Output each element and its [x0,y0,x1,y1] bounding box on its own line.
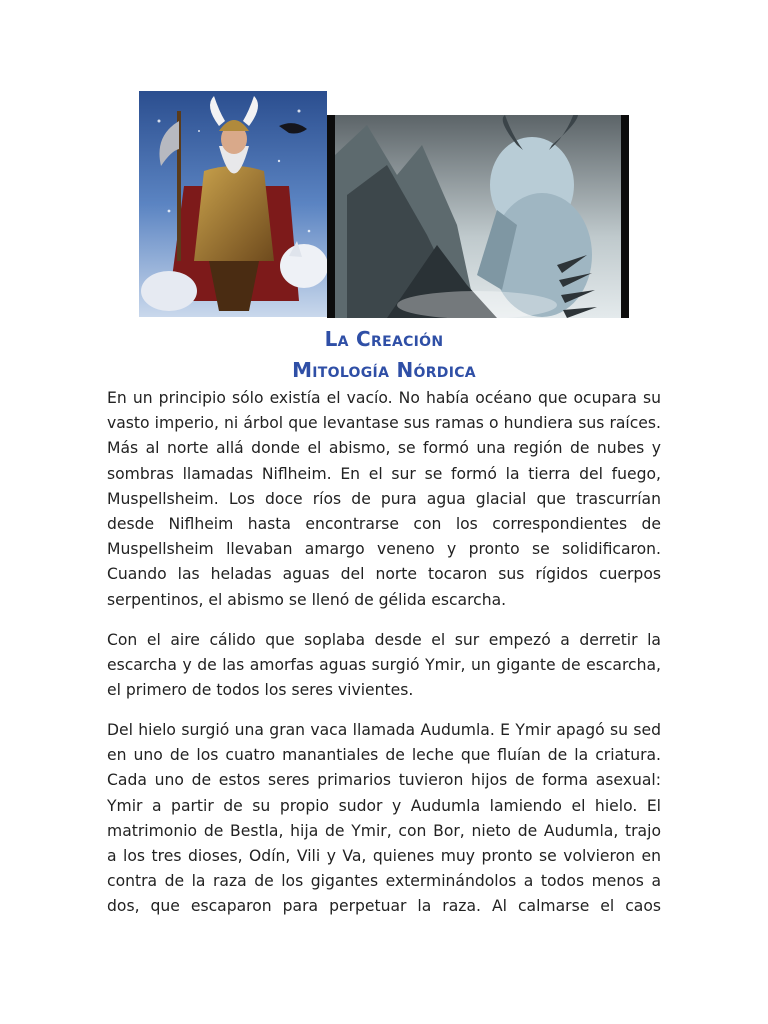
text-line: En un principio sólo existía el vacío. No había océano que ocupara su [107,389,661,407]
text-line: Muspellsheim. Los doce ríos de pura agua glacial que trascurrían [107,489,661,508]
frost-giant-illustration [327,115,629,318]
text-line: a los tres dioses, Odín, Vili y Va, quienes muy pronto se volvieron en [107,847,661,866]
text-line: escarcha y de las amorfas aguas surgió Ymir, un gigante de escarcha, [107,656,661,675]
text-line: Más al norte allá donde el abismo, se formó una región de nubes y [107,439,661,458]
text-line: el primero de todos los seres vivientes. [107,681,414,700]
paragraph-2 [107,628,661,704]
text-line: matrimonio de Bestla, hija de Ymir, con Bor, nieto de Audumla, trajo [107,821,661,840]
text-line: Del hielo surgió una gran vaca llamada Audumla. E Ymir apagó su sed [107,721,661,739]
odin-illustration [139,91,327,317]
text-line: en uno de los cuatro manantiales de leche que fluían de la criatura. [107,746,661,765]
text-line: Cuando las heladas aguas del norte tocaron sus rígidos cuerpos [107,565,661,584]
text-line: vasto imperio, ni árbol que levantase sus ramas o hundiera sus raíces. [107,414,661,433]
text-line: Muspellsheim llevaban amargo veneno y pronto se solidificaron. [107,540,661,559]
text-line: dos, que escaparon para perpetuar la raza. Al calmarse el caos [107,897,661,916]
paragraph-3 [107,718,661,920]
text-line: sombras llamadas Niflheim. En el sur se formó la tierra del fuego, [107,464,661,483]
text-line: Con el aire cálido que soplaba desde el sur empezó a derretir la [107,631,661,649]
text-line: serpentinos, el abismo se llenó de gélida escarcha. [107,590,507,609]
text-line: Ymir a partir de su propio sudor y Audumla lamiendo el hielo. El [107,796,661,815]
text-line: Cada uno de estos seres primarios tuvieron hijos de forma asexual: [107,771,661,790]
title-line-2: Mitología Nórdica [292,358,476,382]
title-line-1: La Creación [324,327,444,351]
text-line: desde Niflheim hasta encontrarse con los correspondientes de [107,515,661,534]
paragraph-1 [107,386,661,613]
text-line: contra de la raza de los gigantes exterminándolos a todos menos a [107,872,661,891]
